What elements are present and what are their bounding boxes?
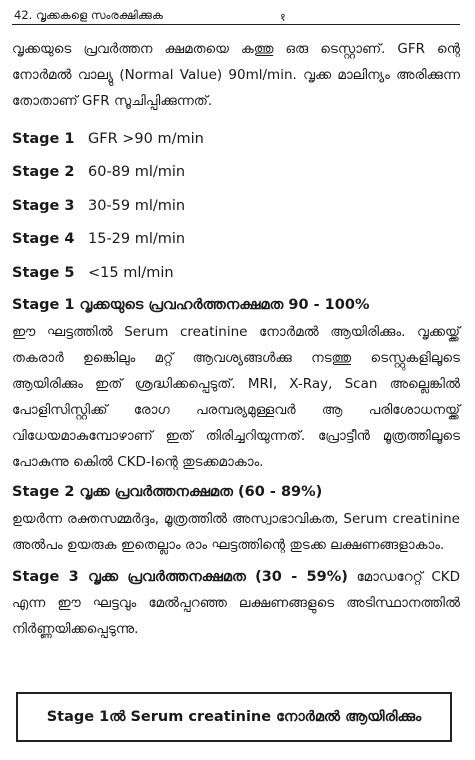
stage-value: GFR >90 m/min: [88, 130, 204, 147]
stage-label: Stage 1: [12, 130, 75, 147]
running-header: [12, 6, 460, 25]
stage-value: 15-29 ml/min: [88, 231, 186, 248]
stage-3-body: മോഡറേറ്റ് CKD എന്ന ഈ ഘട്ടവും മേൽപ്പറഞ്ഞ ലക്ഷണങ്ങളുടെ അടിസ്ഥാനത്തിൽ നിർണ്ണയിക്കപ്പെടുന്നു.: [12, 568, 460, 637]
page-body: [12, 36, 460, 642]
stage-3-paragraph: [12, 564, 460, 642]
stage-label: Stage 5: [12, 264, 75, 281]
summary-note-text: Stage 1ൽ Serum creatinine നോർമൽ ആയിരിക്കും: [46, 709, 422, 725]
stage-value: 60-89 ml/min: [88, 164, 186, 181]
summary-note-box: [16, 692, 452, 742]
stage-row: [12, 156, 460, 190]
page-mark: १: [280, 11, 286, 24]
stage-row: [12, 223, 460, 257]
stage-label: Stage 4: [12, 231, 75, 248]
stage-2-heading: Stage 2 വൃക്ക പ്രവർത്തനക്ഷമത (60 - 89%): [12, 483, 323, 500]
stage-value: 30-59 ml/min: [88, 197, 186, 214]
stage-row: [12, 122, 460, 156]
stage-1-heading: Stage 1 വൃക്കയുടെ പ്രവഹർത്തനക്ഷമത 90 - 100%: [12, 296, 370, 313]
gfr-stage-list: [12, 122, 460, 290]
stage-label: Stage 3: [12, 197, 75, 214]
intro-paragraph: വൃക്കയുടെ പ്രവർത്തന ക്ഷമതയെ കത്തു ഒരു ടെസ്റ്റാണ്. GFR ന്റെ നോർമൽ വാല്യു (Normal Value) 90ml/min. വൃക്ക മാലിന്യം അരിക്കുന്ന തോതാണ് GFR സൂചിപ്പിക്കുന്നത്.: [12, 41, 460, 109]
stage-1-paragraph: ഈ ഘട്ടത്തിൽ Serum creatinine നോർമൽ ആയിരിക്കും. വൃക്കയ്ക്ക് തകരാർ ഉങ്കെിലും മറ്റ് ആവശ്യങ്ങൾക്കു നടത്തു ടെസ്റ്റുകളിലൂടെ ആയിരിക്കും ഇത് ശ്രദ്ധിക്കപ്പെടുത്. MRI, X-Ray, Scan അല്ലെങ്കിൽ പോളിസിസ്റ്റിക്ക് രോഗ പരമ്പര്യമുള്ളവർ ആ പരിശോധനയ്ക്ക് വിധേയമാകുമ്പോഴാണ് ഇത് തിരിച്ചറിയുന്നത്. പ്രോട്ടീൻ മൂത്രത്തിലൂടെ പോകുന്നു കെിൽ CKD-Iന്റെ തുടക്കമാകാം.: [12, 323, 460, 470]
stage-3-heading: Stage 3 വൃക്ക പ്രവർത്തനക്ഷമത (30 - 59%): [12, 568, 348, 585]
stage-2-paragraph: ഉയർന്ന രക്തസമ്മർദ്ദം, മൂത്രത്തിൽ അസ്വാഭാവികത, Serum creatinine അൽപം ഉയരുക ഇതെല്ലാം രാം ഘട്ടത്തിന്റെ തുടക്ക ലക്ഷണങ്ങളാകാം.: [12, 510, 460, 553]
stage-value: <15 ml/min: [88, 264, 174, 281]
page-header-title: 42. വൃക്കകളെ സംരക്ഷിക്കുക: [14, 8, 163, 22]
stage-label: Stage 2: [12, 164, 75, 181]
stage-row: [12, 189, 460, 223]
stage-row: [12, 256, 460, 290]
